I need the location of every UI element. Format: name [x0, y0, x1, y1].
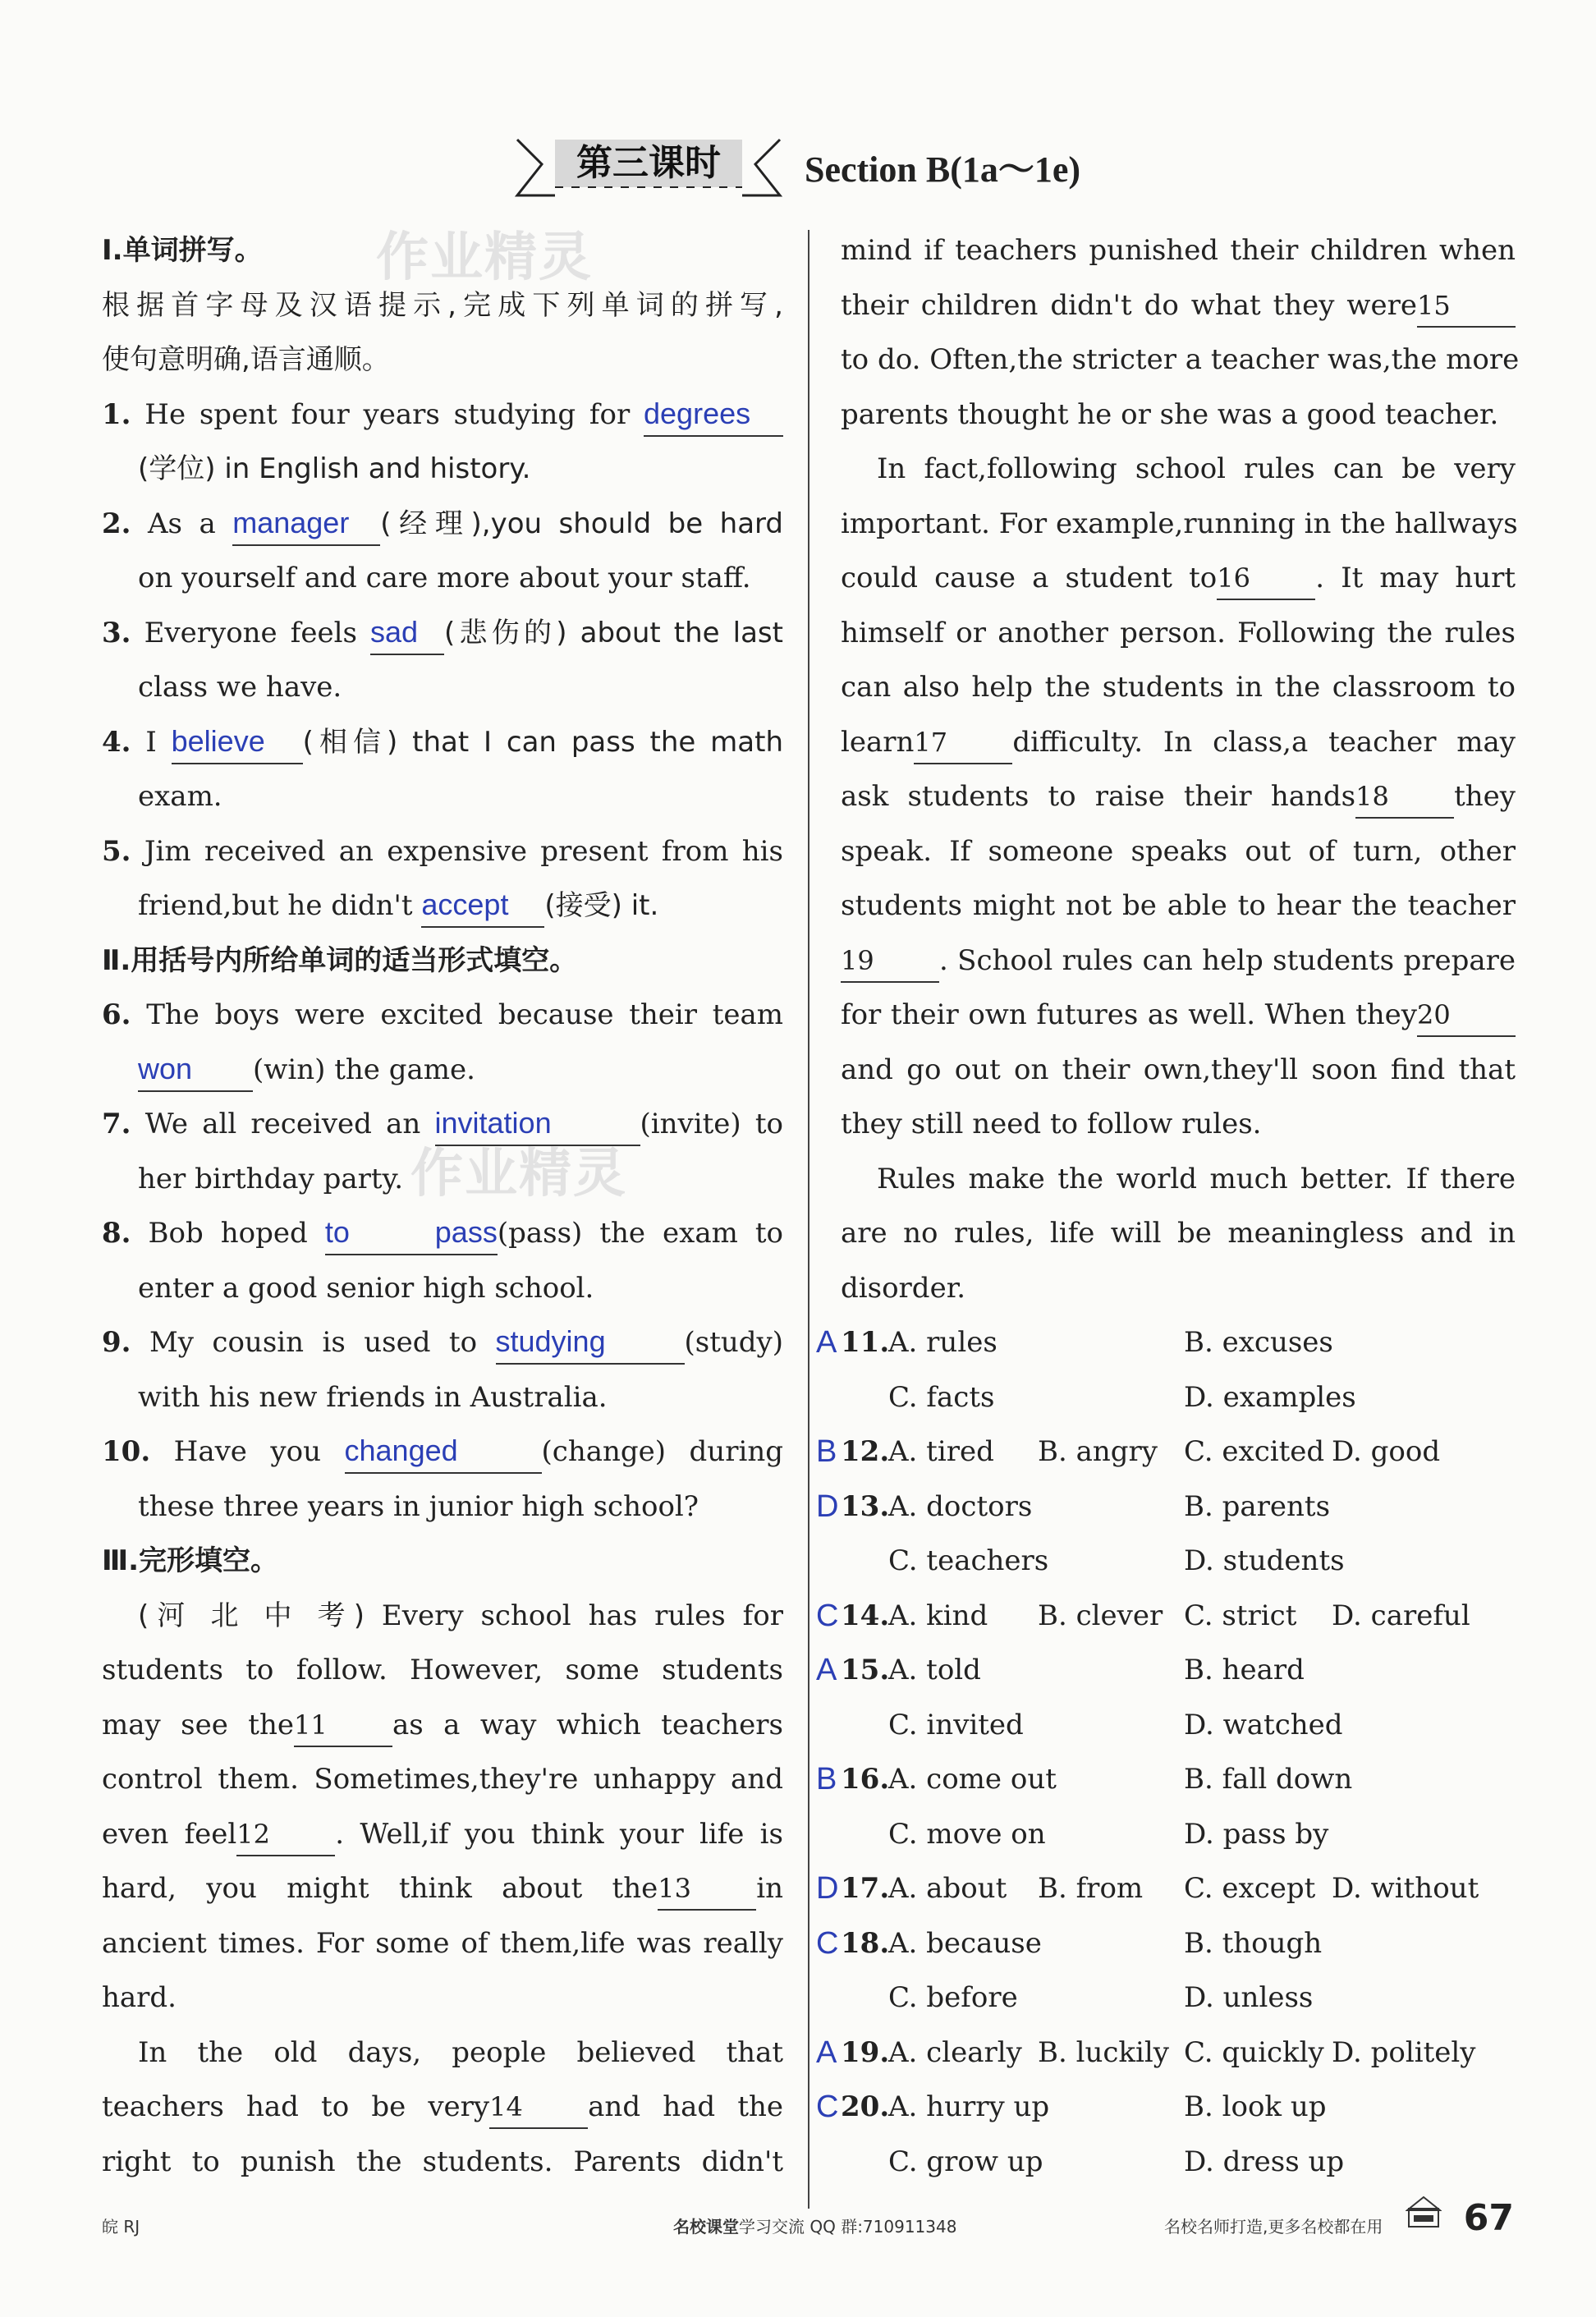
lesson-header	[509, 131, 1133, 205]
passage-text: ancient times. For some of them,life was really	[102, 1926, 783, 1960]
passage-text: even feel	[102, 1817, 237, 1851]
option-b: B. heard	[1184, 1654, 1305, 1686]
cloze-blank	[914, 722, 1012, 764]
answer-blank	[232, 502, 380, 546]
passage-line	[841, 1261, 1516, 1316]
instruction-line: 使句意明确,语言通顺。	[102, 343, 390, 376]
answer-blank	[496, 1321, 685, 1365]
chosen-answer: A	[816, 2035, 837, 2070]
watermark: 作业精灵	[410, 1144, 627, 1204]
passage-text: Rules make the world much better. If there	[877, 1162, 1516, 1195]
passage-text: hard.	[102, 1981, 177, 2014]
question-1	[102, 388, 783, 443]
passage-text: and had the	[588, 2090, 783, 2123]
passage-line	[841, 278, 1516, 333]
passage-text: Every school has rules for	[381, 1599, 783, 1632]
passage-line	[841, 1152, 1516, 1207]
question-text: Bob hoped	[148, 1217, 325, 1250]
blank-number: 14	[489, 2091, 523, 2122]
question-number: 7.	[102, 1108, 131, 1140]
question-text: We all received an	[144, 1108, 435, 1140]
passage-line	[841, 551, 1516, 606]
option-a: A. clearly	[888, 2035, 1022, 2069]
question-options-row	[841, 1971, 1516, 2026]
passage-text: right to punish the students. Parents didn't	[102, 2145, 783, 2178]
question-text: these three years in junior high school?	[138, 1489, 699, 1523]
option-a: A. because	[888, 1926, 1042, 1960]
blank-number: 18	[1355, 781, 1389, 812]
option-a: A. come out	[888, 1763, 1057, 1796]
question-text: with his new friends in Australia.	[138, 1380, 608, 1414]
question-number: 6.	[102, 998, 131, 1031]
question-number: 17.	[841, 1872, 890, 1905]
question-options-row	[816, 1589, 1516, 1644]
passage-line	[841, 715, 1516, 770]
option-b: B. luckily	[1038, 2035, 1169, 2069]
question-number: 12.	[841, 1435, 890, 1468]
question-number: 16.	[841, 1763, 890, 1796]
question-number: 1.	[102, 397, 131, 431]
cloze-blank	[658, 1868, 756, 1911]
passage-left	[102, 1643, 783, 2189]
passage-line	[841, 1097, 1516, 1152]
option-d: D. politely	[1332, 2035, 1476, 2069]
question-options-row	[816, 1315, 1516, 1370]
option-a: A. told	[888, 1654, 981, 1686]
chosen-answer: B	[816, 1434, 837, 1469]
question-text: exam.	[138, 780, 222, 813]
blank-number: 11	[294, 1709, 328, 1741]
passage-text: hard, you might think about the	[102, 1872, 658, 1905]
question-9	[102, 1315, 783, 1370]
question-2	[102, 497, 783, 552]
question-options-row	[816, 1425, 1516, 1480]
option-d: D. watched	[1184, 1708, 1343, 1741]
passage-text: students to follow. However, some students	[102, 1654, 783, 1686]
answer: won	[138, 1051, 193, 1085]
passage-text: . It may hurt	[1315, 562, 1516, 594]
passage-right	[841, 223, 1520, 1315]
passage-line	[841, 660, 1516, 715]
option-c: C. invited	[888, 1708, 1024, 1741]
part2-title: Ⅱ.用括号内所给单词的适当形式填空。	[102, 943, 578, 977]
option-a: A. kind	[888, 1599, 988, 1632]
answer: degrees	[644, 396, 751, 430]
option-c: C. before	[888, 1981, 1018, 2014]
passage-line	[102, 1752, 783, 1807]
blank-number: 15	[1417, 289, 1451, 321]
option-c: C. teachers	[888, 1544, 1049, 1577]
passage-line	[841, 388, 1516, 443]
cloze-questions	[816, 1315, 1516, 2189]
cloze-blank	[489, 2086, 588, 2129]
footer-center-text: 学习交流 QQ 群:710911348	[739, 2217, 957, 2237]
question-text: Have you	[173, 1435, 345, 1468]
cloze-blank	[294, 1704, 392, 1747]
answer: changed	[344, 1434, 458, 1467]
answer-blank	[138, 1048, 253, 1092]
passage-line	[841, 824, 1516, 879]
question-text: (pass) the exam to	[497, 1217, 783, 1250]
question-4	[102, 715, 783, 770]
option-b: B. clever	[1038, 1599, 1163, 1632]
footer-center	[673, 2214, 956, 2237]
option-b: B. look up	[1184, 2090, 1327, 2123]
answer: manager	[232, 505, 350, 539]
lesson-title: 第三课时	[576, 142, 721, 184]
column-divider	[808, 230, 809, 2209]
watermark: 作业精灵	[376, 227, 593, 288]
option-c: C. grow up	[888, 2145, 1043, 2178]
question-options-row	[816, 2080, 1516, 2135]
question-number: 13.	[841, 1489, 890, 1523]
answer-blank	[644, 393, 783, 437]
question-options-row	[816, 1752, 1516, 1807]
question-7	[102, 1097, 783, 1152]
question-text: (学位) in English and history.	[138, 452, 531, 485]
option-a: A. tired	[888, 1435, 994, 1468]
question-text: class we have.	[138, 671, 342, 704]
passage-line	[841, 442, 1516, 497]
passage-text: they still need to follow rules.	[841, 1108, 1262, 1140]
passage-text: and go out on their own,they'll soon find that	[841, 1053, 1516, 1086]
passage-text: important. For example,running in the hallways	[841, 507, 1518, 540]
passage-line	[102, 1916, 783, 1971]
cloze-blank	[841, 940, 939, 983]
chosen-answer: B	[816, 1762, 837, 1796]
question-text: enter a good senior high school.	[138, 1271, 594, 1305]
cloze-blank	[236, 1814, 335, 1856]
passage-text: In the old days, people believed that	[138, 2035, 783, 2069]
answer: believe	[171, 723, 265, 758]
option-c: C. excited	[1184, 1435, 1325, 1468]
blank-number: 16	[1217, 562, 1250, 594]
option-b: B. excuses	[1184, 1326, 1333, 1359]
passage-line	[841, 769, 1516, 824]
passage-line	[102, 2080, 783, 2135]
option-c: C. facts	[888, 1380, 995, 1414]
question-number: 18.	[841, 1926, 890, 1960]
question-number: 9.	[102, 1326, 131, 1359]
passage-text: parents thought he or she was a good teacher.	[841, 397, 1499, 431]
option-d: D. dress up	[1184, 2145, 1345, 2178]
chosen-answer: C	[816, 1598, 839, 1633]
cloze-blank	[1355, 776, 1454, 819]
passage-line	[841, 934, 1516, 989]
option-d: D. unless	[1184, 1981, 1314, 2014]
passage-text: disorder.	[841, 1271, 966, 1305]
answer: studying	[495, 1324, 606, 1358]
question-text: friend,but he didn't	[138, 889, 422, 922]
passage-text: speak. If someone speaks out of turn, other	[841, 834, 1516, 868]
part1-title: Ⅰ.单词拼写。	[102, 234, 263, 267]
footer-left: 皖 RJ	[102, 2217, 140, 2237]
question-text: on yourself and care more about your staff.	[138, 562, 751, 594]
question-text: (win) the game.	[253, 1053, 475, 1086]
passage-text: they	[1454, 780, 1516, 813]
passage-text: can also help the students in the classroom to	[841, 671, 1516, 704]
question-number: 3.	[102, 616, 131, 649]
question-6-line2	[102, 1043, 783, 1098]
option-d: D. students	[1184, 1544, 1345, 1577]
passage-line	[102, 1971, 783, 2026]
blank-number: 13	[658, 1873, 691, 1904]
question-number: 4.	[102, 725, 131, 759]
question-10	[102, 1425, 783, 1480]
question-text: (invite) to	[640, 1108, 784, 1140]
option-c: C. quickly	[1184, 2035, 1324, 2069]
option-c: C. except	[1184, 1872, 1316, 1905]
passage-text: to do. Often,the stricter a teacher was,the more	[841, 343, 1520, 376]
question-number: 2.	[102, 507, 131, 540]
passage-line	[841, 1043, 1516, 1098]
passage-text: for their own futures as well. When they	[841, 998, 1417, 1031]
cloze-blank	[1417, 994, 1516, 1037]
passage-source: (河 北 中 考)	[138, 1599, 365, 1632]
question-text: (接受) it.	[544, 889, 659, 922]
question-6	[102, 988, 783, 1043]
passage-line	[102, 1698, 783, 1753]
chosen-answer: D	[816, 1871, 839, 1906]
question-options-row	[841, 2135, 1516, 2190]
answer-blank	[172, 721, 303, 764]
question-text: her birthday party.	[138, 1162, 404, 1195]
passage-line	[102, 2135, 783, 2190]
passage-text: mind if teachers punished their children when	[841, 234, 1516, 267]
question-options-row	[841, 1534, 1516, 1589]
question-text: Jim received an expensive present from his	[144, 834, 784, 868]
passage-text: teachers had to be very	[102, 2090, 490, 2123]
passage-line	[841, 223, 1516, 278]
option-d: D. careful	[1332, 1599, 1470, 1632]
question-text: (study)	[684, 1326, 784, 1359]
part3-title: Ⅲ.完形填空。	[102, 1544, 279, 1577]
passage-text: difficulty. In class,a teacher may	[1012, 725, 1516, 759]
option-b: B. from	[1038, 1872, 1144, 1905]
question-text: (经理),you should be hard	[380, 507, 783, 540]
passage-text: . Well,if you think your life is	[335, 1817, 783, 1851]
passage-text: learn	[841, 725, 915, 759]
option-d: D. pass by	[1184, 1817, 1329, 1851]
footer-brand: 名校课堂	[673, 2217, 739, 2237]
question-text: The boys were excited because their team	[146, 998, 783, 1031]
question-options-row	[816, 1861, 1516, 1916]
question-text: My cousin is used to	[149, 1326, 496, 1359]
page-number: 67	[1463, 2197, 1514, 2239]
option-b: B. parents	[1184, 1489, 1331, 1523]
option-c: C. strict	[1184, 1599, 1297, 1632]
option-a: A. rules	[888, 1326, 998, 1359]
question-number: 11.	[841, 1326, 890, 1359]
passage-line	[102, 2026, 783, 2081]
question-text: (悲伤的) about the last	[443, 616, 783, 649]
passage-line	[841, 333, 1520, 388]
blank-number: 19	[841, 944, 874, 976]
passage-line	[102, 1861, 783, 1916]
answer-blank	[421, 884, 544, 928]
question-options-row	[816, 1480, 1516, 1535]
cloze-blank	[1417, 285, 1516, 328]
option-b: B. though	[1184, 1926, 1323, 1960]
answer-blank	[345, 1430, 542, 1474]
option-d: D. good	[1332, 1435, 1441, 1468]
answer: to pass	[324, 1215, 498, 1249]
question-5	[102, 824, 783, 879]
passage-line	[841, 879, 1516, 934]
question-text: Everyone feels	[144, 616, 370, 649]
question-number: 8.	[102, 1217, 131, 1250]
passage-text: control them. Sometimes,they're unhappy and	[102, 1763, 783, 1796]
passage-text: ask students to raise their hands	[841, 780, 1356, 813]
answer-blank	[435, 1103, 640, 1146]
right-column	[816, 223, 1520, 2189]
footer-logo-icon	[1406, 2194, 1442, 2230]
chosen-answer: D	[816, 1489, 839, 1524]
option-c: C. move on	[888, 1817, 1046, 1851]
passage-text: as a way which teachers	[392, 1708, 783, 1741]
question-options-row	[841, 1807, 1516, 1862]
passage-line	[102, 1807, 783, 1862]
option-b: B. angry	[1038, 1435, 1158, 1468]
lesson-badge	[509, 136, 788, 197]
answer-blank	[325, 1212, 498, 1255]
question-number: 10.	[102, 1435, 151, 1468]
question-options-row	[816, 1916, 1516, 1971]
option-a: A. doctors	[888, 1489, 1033, 1523]
question-options-row	[841, 1370, 1516, 1425]
question-text: As a	[147, 507, 233, 540]
passage-line	[841, 497, 1516, 552]
passage-line	[841, 1206, 1516, 1261]
question-number: 19.	[841, 2035, 890, 2069]
passage-text: in	[756, 1872, 783, 1905]
passage-line	[102, 1589, 783, 1644]
question-number: 20.	[841, 2090, 890, 2123]
question-text: (change) during	[541, 1435, 783, 1468]
passage-text: himself or another person. Following the rules	[841, 616, 1516, 649]
chosen-answer: A	[816, 1325, 837, 1360]
question-number: 5.	[102, 834, 131, 868]
chosen-answer: C	[816, 1925, 839, 1961]
blank-number: 20	[1417, 999, 1451, 1030]
answer-blank	[370, 612, 444, 655]
passage-text: their children didn't do what they were	[841, 288, 1417, 322]
option-a: A. about	[888, 1872, 1007, 1905]
footer-right: 名校名师打造,更多名校都在用	[1164, 2217, 1383, 2237]
question-options-row	[816, 2026, 1516, 2081]
passage-text: may see the	[102, 1708, 294, 1741]
chosen-answer: A	[816, 1653, 837, 1687]
blank-number: 17	[914, 726, 948, 758]
left-column	[102, 223, 783, 2189]
question-options-row	[841, 1698, 1516, 1753]
passage-line	[841, 606, 1516, 661]
option-b: B. fall down	[1184, 1763, 1353, 1796]
question-text: (相信) that I can pass the math	[302, 725, 783, 759]
section-title: Section B(1a～1e)	[805, 149, 1081, 190]
question-3	[102, 606, 783, 661]
blank-number: 12	[236, 1818, 271, 1850]
answer: accept	[421, 888, 509, 921]
instruction-line: 根据首字母及汉语提示,完成下列单词的拼写,	[102, 288, 783, 322]
option-a: A. hurry up	[888, 2090, 1050, 2123]
cloze-blank	[1217, 557, 1315, 600]
passage-text: are no rules, life will be meaningless and in	[841, 1217, 1516, 1250]
question-number: 14.	[841, 1599, 890, 1632]
question-5-line2	[102, 879, 783, 934]
question-text: He spent four years studying for	[144, 397, 644, 431]
question-8	[102, 1206, 783, 1261]
passage-text: . School rules can help students prepare	[939, 943, 1516, 977]
passage-text: In fact,following school rules can be very	[877, 452, 1516, 485]
answer: invitation	[434, 1106, 552, 1140]
passage-line	[841, 988, 1516, 1043]
question-number: 15.	[841, 1654, 890, 1686]
passage-line	[102, 1643, 783, 1698]
chosen-answer: C	[816, 2090, 839, 2124]
passage-text: could cause a student to	[841, 562, 1218, 594]
question-text: I	[145, 725, 172, 759]
passage-text: students might not be able to hear the teacher	[841, 889, 1516, 922]
answer: sad	[369, 614, 419, 649]
option-d: D. without	[1332, 1872, 1479, 1905]
question-options-row	[816, 1643, 1516, 1698]
option-d: D. examples	[1184, 1380, 1356, 1414]
